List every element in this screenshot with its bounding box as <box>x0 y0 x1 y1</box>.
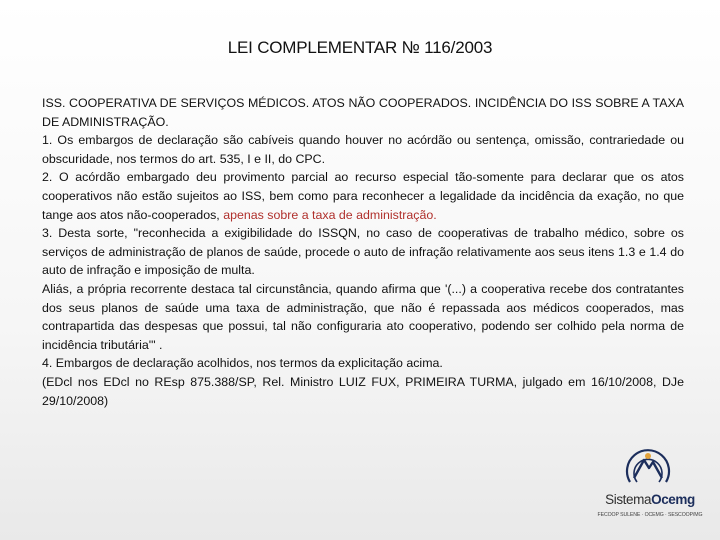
item-2 <box>42 168 684 224</box>
item-3: 3. Desta sorte, "reconhecida a exigibilidade do ISSQN, no caso de cooperativas de trabalho médico, sobre os serviços de administração de planos de saúde, procede o auto de infração relativamente aos seus itens 1.3 e 1.4 do auto de infração e imposição de multa. <box>42 226 684 278</box>
item-1: 1. Os embargos de declaração são cabíveis quando houver no acórdão ou sentença, omissão, contrariedade ou obscuridade, nos termos do art. 535, I e II, do CPC. <box>42 133 684 166</box>
citation: (EDcl nos EDcl no REsp 875.388/SP, Rel. Ministro LUIZ FUX, PRIMEIRA TURMA, julgado em 16/10/2008, DJe 29/10/2008) <box>42 374 684 408</box>
logo-name-bold: Ocemg <box>651 492 695 507</box>
document-title: LEI COMPLEMENTAR № 116/2003 <box>227 38 493 57</box>
sistema-ocemg-logo <box>594 442 706 530</box>
item-3-continued: Aliás, a própria recorrente destaca tal circunstância, quando afirma que '(...) a cooperativa recebe dos contratantes dos seus planos de saúde uma taxa de administração, que não é repassada aos médicos cooperados, mas contrapartida das despesas que possui, tal não configuraria ato cooperativo, podendo ser colhido pela norma de incidência tributária'" . <box>42 281 684 352</box>
item-2-highlight: apenas sobre a taxa de administração. <box>223 207 437 222</box>
item-2-text: 2. O acórdão embargado deu provimento parcial ao recurso especial tão-somente para declarar que os atos cooperativos não estão sujeitos ao ISS, bem como para reconhecer a legalidade da incidência da exação, no que tange aos atos não-cooperados, <box>42 170 684 222</box>
item-4: 4. Embargos de declaração acolhidos, nos termos da explicitação acima. <box>42 356 443 371</box>
logo-name-regular: Sistema <box>605 492 652 507</box>
ocemg-logo-icon <box>622 442 674 494</box>
logo-tagline: FECOOP SULENE · OCEMG · SESCOOP/MG <box>597 512 703 518</box>
document-body <box>42 94 684 410</box>
heading: ISS. COOPERATIVA DE SERVIÇOS MÉDICOS. ATOS NÃO COOPERADOS. INCIDÊNCIA DO ISS SOBRE A TAXA DE ADMINISTRAÇÃO. <box>42 96 684 129</box>
logo-wordmark <box>594 492 706 507</box>
